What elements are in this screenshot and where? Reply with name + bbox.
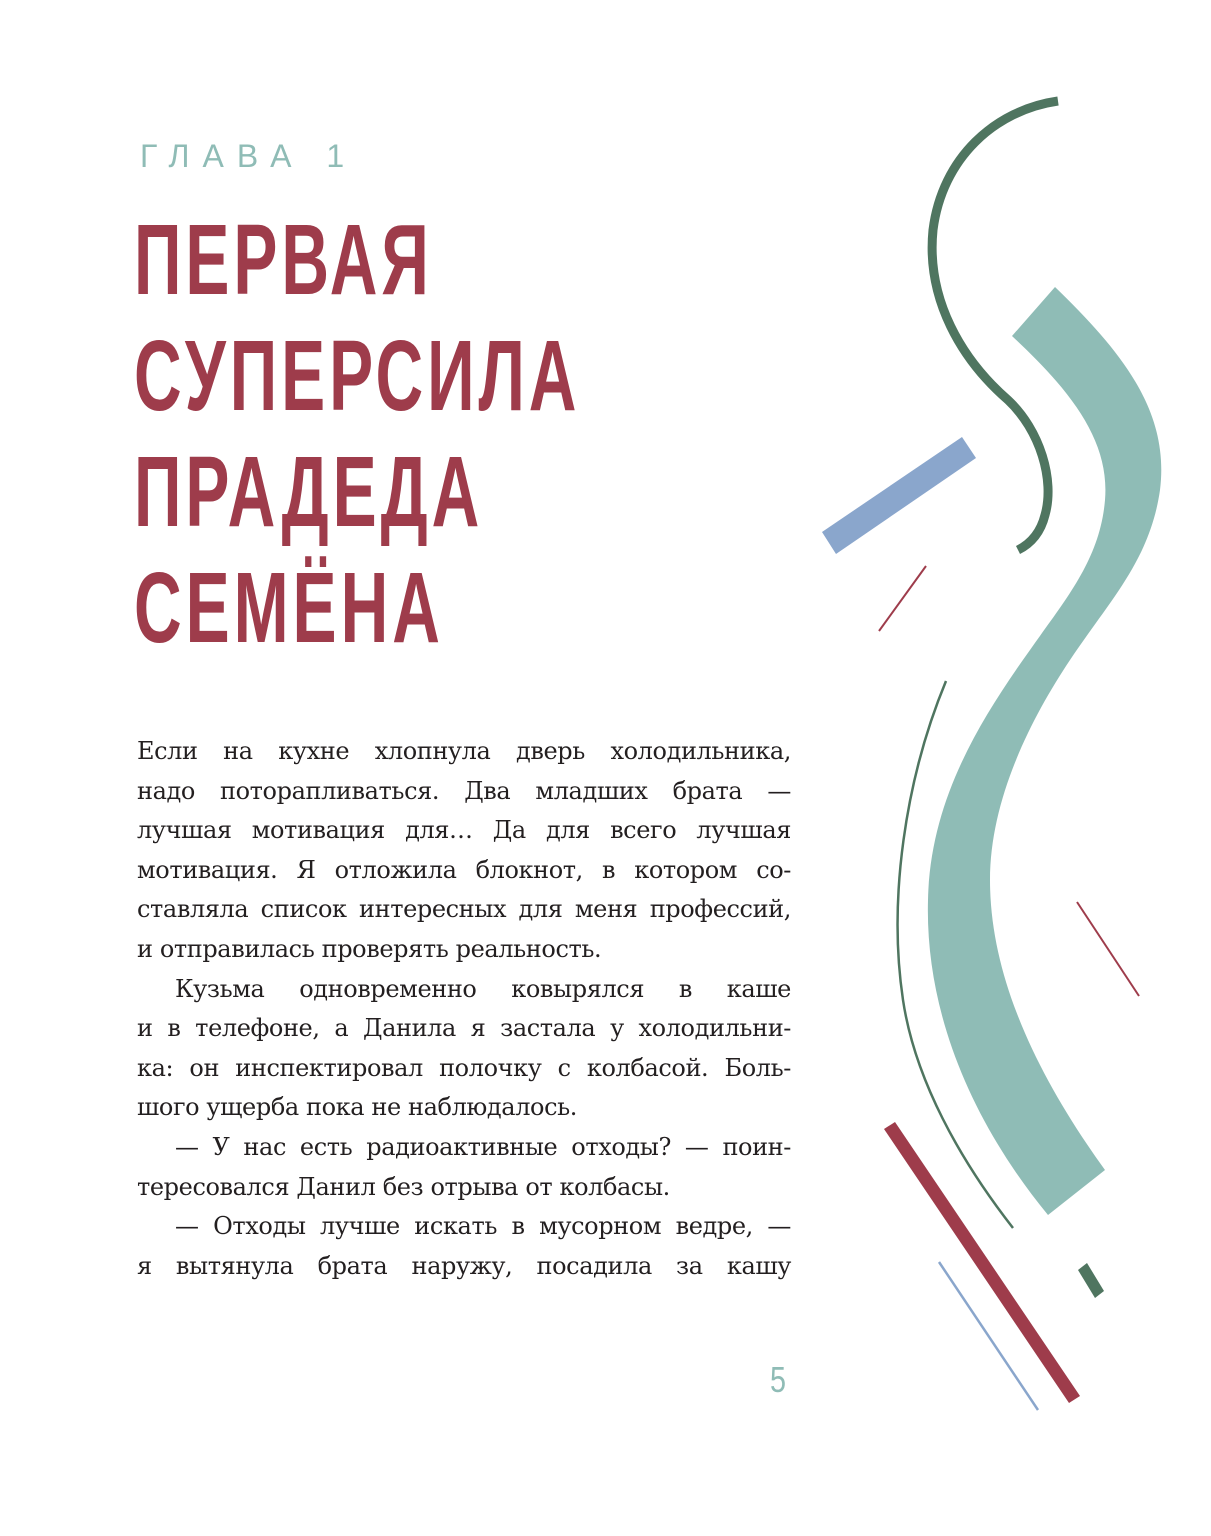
text-line: и отправилась проверять реальность. xyxy=(137,934,602,963)
text-line: ка: он инспектировал полочку с колбасой. Боль- xyxy=(137,1053,791,1082)
text-line: ставляла список интересных для меня профессий, xyxy=(137,895,791,924)
chapter-title-line: ПРАДЕДА xyxy=(134,436,484,548)
red-line-right xyxy=(1077,902,1139,996)
text-line: лучшая мотивация для… Да для всего лучшая xyxy=(137,816,791,845)
text-line: я вытянула брата наружу, посадила за кашу xyxy=(137,1251,791,1280)
text-line: надо поторапливаться. Два младших брата — xyxy=(137,776,791,805)
text-line: мотивация. Я отложила блокнот, в котором со- xyxy=(137,855,791,884)
chapter-title-line: СУПЕРСИЛА xyxy=(134,320,581,432)
teal-ribbon xyxy=(928,287,1161,1215)
blue-bar xyxy=(822,437,976,554)
text-line: Если на кухне хлопнула дверь холодильника, xyxy=(137,737,791,765)
text-line: Кузьма одновременно ковырялся в каше xyxy=(175,974,791,1003)
text-line: тересовался Данил без отрыва от колбасы. xyxy=(137,1172,670,1201)
red-line-upper xyxy=(879,566,926,631)
text-line: и в телефоне, а Данила я застала у холодильни- xyxy=(137,1014,791,1043)
text-line: — У нас есть радиоактивные отходы? — поин- xyxy=(175,1132,791,1161)
text-line: шого ущерба пока не наблюдалось. xyxy=(137,1093,578,1122)
green-dash xyxy=(1078,1263,1104,1298)
chapter-title-line: ПЕРВАЯ xyxy=(134,204,433,316)
page-number: 5 xyxy=(770,1359,787,1400)
chapter-label: ГЛАВА 1 xyxy=(140,138,358,174)
blue-line-lower xyxy=(939,1262,1038,1410)
chapter-title-line: СЕМЁНА xyxy=(134,552,444,664)
text-line: — Отходы лучше искать в мусорном ведре, — xyxy=(175,1212,791,1241)
